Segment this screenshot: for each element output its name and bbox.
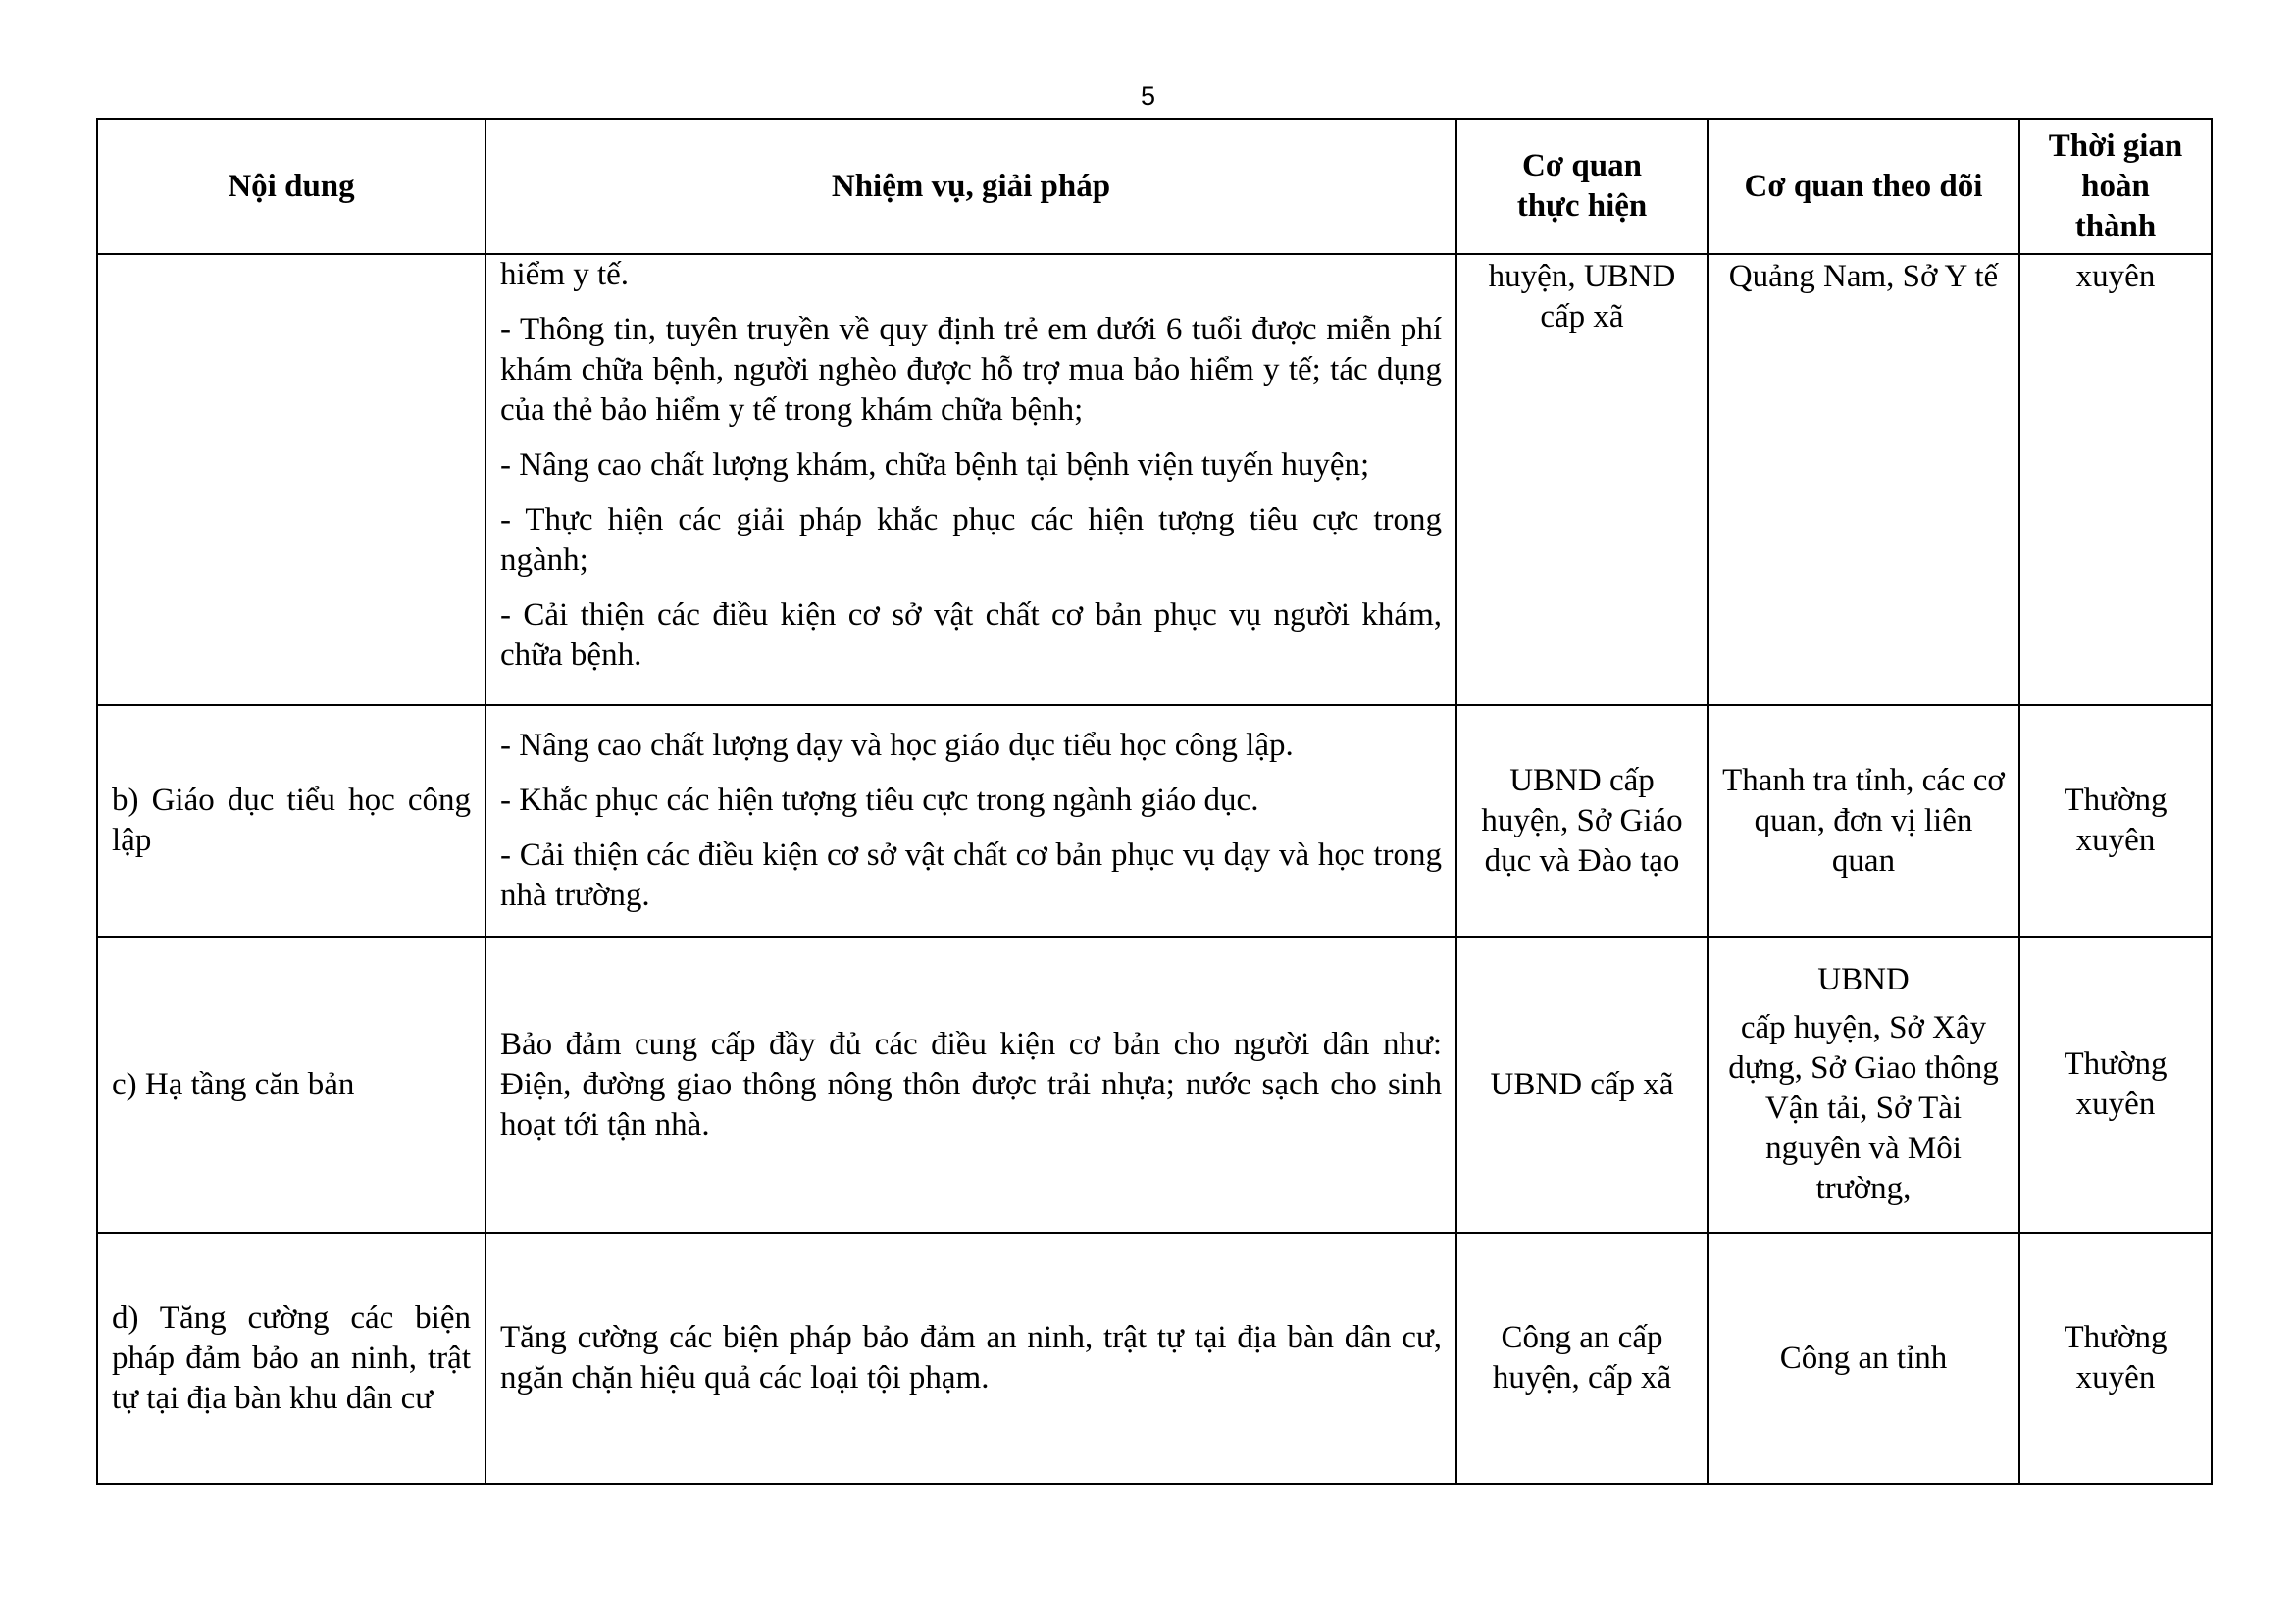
header-executing-agency: Cơ quan thực hiện [1456, 119, 1708, 254]
row-monitoring-cell: Công an tỉnh [1708, 1233, 2019, 1484]
row-tasks-cell [485, 937, 1456, 1233]
page-number: 5 [1140, 81, 1156, 111]
action-plan-table [96, 118, 2213, 1485]
row-tasks-cell [485, 254, 1456, 705]
header-monitoring-agency: Cơ quan theo dõi [1708, 119, 2019, 254]
task-item: - Khắc phục các hiện tượng tiêu cực trong ngành giáo dục. [500, 783, 1259, 818]
monitoring-line: UBND [1817, 962, 1910, 997]
row-executing-cell: Công an cấp huyện, cấp xã [1456, 1233, 1708, 1484]
task-item: Bảo đảm cung cấp đầy đủ các điều kiện cơ bản cho người dân như: Điện, đường giao thông nông thôn được trải nhựa; nước sạch cho sinh hoạt tới tận nhà. [500, 1026, 1442, 1142]
table-row [97, 705, 2212, 937]
row-executing-cell: UBND cấp xã [1456, 937, 1708, 1233]
row-executing-cell: huyện, UBND cấp xã [1456, 254, 1708, 705]
task-item: - Thực hiện các giải pháp khắc phục các hiện tượng tiêu cực trong ngành; [500, 502, 1442, 578]
row-monitoring-cell: Quảng Nam, Sở Y tế [1708, 254, 2019, 705]
row-content-cell: c) Hạ tầng căn bản [97, 937, 485, 1233]
row-deadline-cell: Thường xuyên [2019, 705, 2212, 937]
task-item: - Nâng cao chất lượng dạy và học giáo dục tiểu học công lập. [500, 728, 1294, 763]
row-content-cell: d) Tăng cường các biện pháp đảm bảo an ninh, trật tự tại địa bàn khu dân cư [97, 1233, 485, 1484]
table-row [97, 1233, 2212, 1484]
task-item: - Thông tin, tuyên truyền về quy định trẻ em dưới 6 tuổi được miễn phí khám chữa bệnh, người nghèo được hỗ trợ mua bảo hiểm y tế; tác dụng của thẻ bảo hiểm y tế trong khám chữa bệnh; [500, 312, 1442, 428]
row-tasks-cell [485, 1233, 1456, 1484]
row-deadline-cell: xuyên [2019, 254, 2212, 705]
task-item: - Cải thiện các điều kiện cơ sở vật chất cơ bản phục vụ người khám, chữa bệnh. [500, 597, 1442, 673]
header-content: Nội dung [97, 119, 485, 254]
table-row [97, 937, 2212, 1233]
row-deadline-cell: Thường xuyên [2019, 1233, 2212, 1484]
row-content-cell [97, 254, 485, 705]
task-item: - Cải thiện các điều kiện cơ sở vật chất cơ bản phục vụ dạy và học trong nhà trường. [500, 837, 1442, 913]
table-row [97, 254, 2212, 705]
row-executing-cell: UBND cấp huyện, Sở Giáo dục và Đào tạo [1456, 705, 1708, 937]
task-item: - Nâng cao chất lượng khám, chữa bệnh tại bệnh viện tuyến huyện; [500, 447, 1370, 482]
task-item: hiểm y tế. [500, 257, 630, 292]
row-deadline-cell: Thường xuyên [2019, 937, 2212, 1233]
row-monitoring-cell [1708, 937, 2019, 1233]
row-tasks-cell [485, 705, 1456, 937]
header-deadline: Thời gian hoàn thành [2019, 119, 2212, 254]
table-header-row [97, 119, 2212, 254]
row-monitoring-cell: Thanh tra tỉnh, các cơ quan, đơn vị liên quan [1708, 705, 2019, 937]
task-item: Tăng cường các biện pháp bảo đảm an ninh, trật tự tại địa bàn dân cư, ngăn chặn hiệu quả các loại tội phạm. [500, 1320, 1442, 1395]
row-content-cell: b) Giáo dục tiểu học công lập [97, 705, 485, 937]
monitoring-line: cấp huyện, Sở Xây dựng, Sở Giao thông Vận tải, Sở Tài nguyên và Môi trường, [1728, 1010, 1999, 1206]
header-tasks: Nhiệm vụ, giải pháp [485, 119, 1456, 254]
